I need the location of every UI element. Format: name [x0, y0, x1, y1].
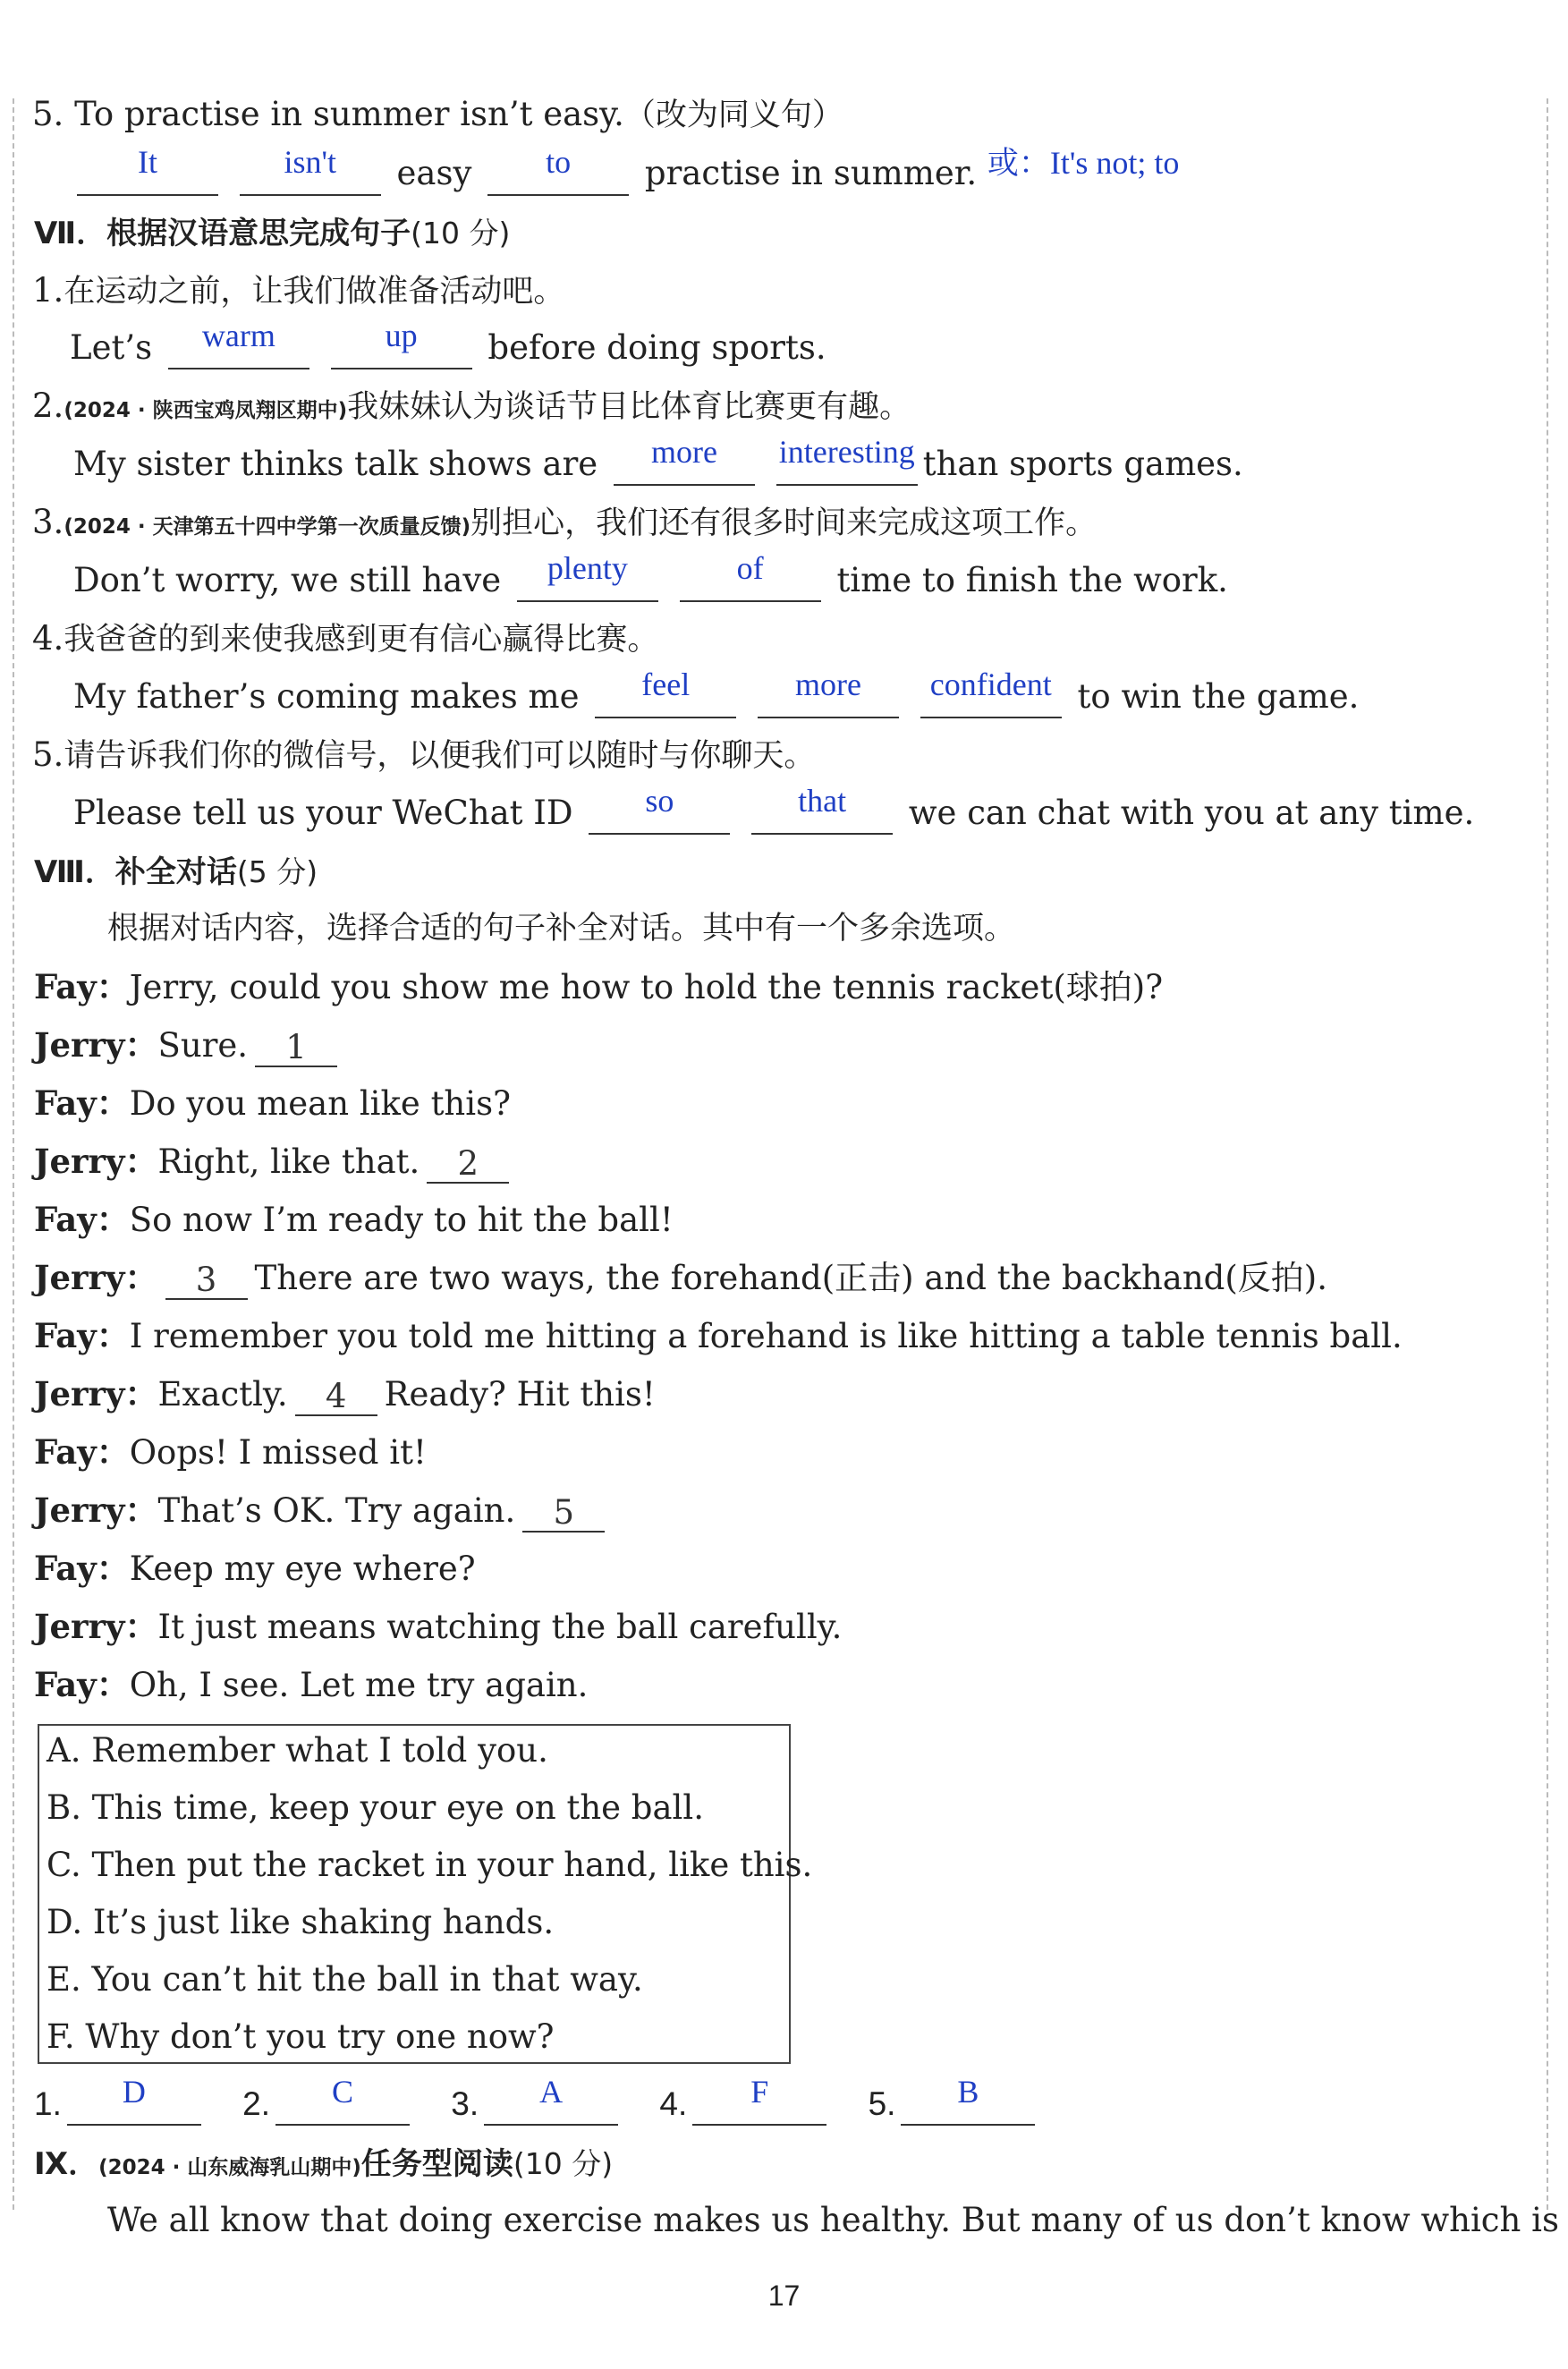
section-8-heading: [34, 850, 318, 894]
section-9-title: 任务型阅读: [360, 2146, 513, 2182]
section-7-score: (10 分): [411, 216, 511, 250]
section-9-label: Ⅸ．: [34, 2146, 99, 2182]
s7-q5-cn: [32, 734, 815, 777]
dialog-blank-5[interactable]: 5: [522, 1491, 605, 1533]
dialog-line-13: [34, 1663, 588, 1707]
dialog-text: It just means watching the ball carefully.: [157, 1608, 843, 1646]
s7-q2-source: (2024 · 陕西宝鸡凤翔区期中): [64, 399, 348, 422]
q5-instruction: （改为同义句）: [623, 98, 843, 133]
answer-value: B: [957, 2074, 979, 2110]
s7-q1-cn: [32, 269, 564, 313]
s7-q4-blank-1[interactable]: [595, 667, 736, 718]
s7-q3-source: (2024 · 天津第五十四中学第一次质量反馈): [64, 515, 471, 539]
dialog-text: Jerry, could you show me how to hold the tennis racket(球拍)?: [129, 968, 1164, 1006]
s7-q3-en: [73, 550, 1228, 602]
s7-q1-suffix: before doing sports.: [487, 328, 826, 367]
s7-q2-prefix: My sister thinks talk shows are: [73, 445, 598, 483]
s7-q2-answer-1: more: [650, 434, 717, 470]
q5-alt-label: 或：: [987, 146, 1050, 182]
s7-q4-answer-2: more: [795, 667, 861, 702]
speaker: Fay：: [34, 1549, 130, 1588]
s7-q5-answer-1: so: [645, 783, 674, 819]
q5-question: [32, 93, 843, 137]
s7-q4-prefix: My father’s coming makes me: [73, 677, 580, 716]
section-7-title: 根据汉语意思完成句子: [106, 216, 411, 251]
dialog-line-3: [34, 1082, 511, 1125]
s7-q2-answer-2: interesting: [778, 434, 915, 470]
s7-q5-blank-2[interactable]: [751, 783, 893, 835]
dialog-text: There are two ways, the forehand(正击) and the backhand(反拍).: [254, 1259, 1327, 1297]
option-c: C. Then put the racket in your hand, like this.: [47, 1846, 813, 1884]
answer-number: 3.: [451, 2085, 479, 2122]
q5-text: To practise in summer isn’t easy.: [74, 95, 624, 133]
q5-blank-3[interactable]: [487, 144, 629, 196]
speaker: Jerry：: [34, 1258, 158, 1297]
s7-q3-answer-1: plenty: [547, 550, 628, 586]
speaker: Fay：: [34, 1316, 130, 1355]
option-b: B. This time, keep your eye on the ball.: [47, 1788, 704, 1827]
section-7-label: Ⅶ．: [34, 216, 107, 251]
answer-number: 5.: [868, 2085, 896, 2122]
dialog-line-5: [34, 1198, 674, 1242]
option-d: D. It’s just like shaking hands.: [47, 1903, 555, 1941]
s7-q5-prefix: Please tell us your WeChat ID: [73, 794, 573, 832]
answer-number: 2.: [242, 2085, 270, 2122]
answer-value: C: [331, 2074, 353, 2110]
answer-value: A: [539, 2074, 564, 2110]
s7-q3-number: 3.: [32, 503, 64, 541]
q5-word-tail: practise in summer.: [644, 154, 978, 192]
section-8-label: Ⅷ．: [34, 854, 115, 890]
dialog-line-4: [34, 1140, 516, 1184]
speaker: Jerry：: [34, 1607, 158, 1646]
speaker: Jerry：: [34, 1490, 158, 1530]
section-9-heading: [34, 2142, 613, 2189]
dialog-text: That’s OK. Try again.: [157, 1491, 516, 1530]
dialog-line-6: [34, 1256, 1327, 1300]
q5-answer-line: [72, 144, 1180, 196]
answer-value: F: [750, 2074, 769, 2110]
s7-q2-number: 2.: [32, 386, 64, 425]
dialog-text: Do you mean like this?: [129, 1084, 511, 1123]
s7-q5-blank-1[interactable]: [589, 783, 730, 835]
s7-q5-suffix: we can chat with you at any time.: [908, 794, 1475, 832]
s7-q1-number: 1.: [32, 271, 64, 310]
speaker: Fay：: [34, 1432, 130, 1472]
section-8-answers: [34, 2074, 1040, 2126]
section-7-heading: [34, 211, 510, 255]
speaker: Jerry：: [34, 1142, 158, 1181]
s7-q3-prefix: Don’t worry, we still have: [73, 561, 502, 599]
s7-q1-prefix: Let’s: [70, 328, 153, 367]
section-8-title: 补全对话: [114, 854, 237, 890]
s7-q1-en: [70, 318, 826, 369]
s7-q2-suffix: than sports games.: [922, 445, 1243, 483]
dialog-line-8: [34, 1372, 656, 1416]
answer-number: 4.: [659, 2085, 688, 2122]
section-8-instruction: 根据对话内容，选择合适的句子补全对话。其中有一个多余选项。: [107, 911, 1016, 947]
speaker: Fay：: [34, 967, 130, 1006]
s7-q4-cn: [32, 617, 658, 661]
option-a: A. Remember what I told you.: [47, 1731, 548, 1770]
option-e: E. You can’t hit the ball in that way.: [47, 1960, 643, 1999]
answer-blank-1[interactable]: [67, 2074, 201, 2126]
q5-word-easy: easy: [396, 154, 472, 192]
s7-q5-en: [73, 783, 1475, 835]
dialog-line-10: [34, 1489, 612, 1533]
speaker: Jerry：: [34, 1025, 158, 1065]
q5-blank-1[interactable]: [77, 144, 218, 196]
dialog-text: Exactly.: [157, 1375, 288, 1414]
answer-blank-4[interactable]: [692, 2074, 826, 2126]
s7-q1-chinese: 在运动之前，让我们做准备活动吧。: [64, 274, 565, 310]
answer-value: D: [122, 2074, 146, 2110]
dialog-line-9: [34, 1431, 427, 1474]
speaker: Fay：: [34, 1200, 130, 1239]
s7-q4-en: [73, 667, 1360, 718]
margin-guide: [1547, 98, 1548, 2210]
s7-q3-chinese: 别担心，我们还有很多时间来完成这项工作。: [470, 505, 1098, 541]
answer-blank-2[interactable]: [275, 2074, 410, 2126]
dialog-text: Keep my eye where?: [129, 1550, 476, 1588]
answer-blank-5[interactable]: [901, 2074, 1035, 2126]
dialog-text: Right, like that.: [157, 1142, 420, 1181]
q5-alt-answer: It's not; to: [1049, 145, 1180, 181]
s7-q4-answer-3: confident: [929, 667, 1052, 702]
dialog-text: So now I’m ready to hit the ball!: [129, 1201, 674, 1239]
s7-q2-en: [73, 434, 1243, 486]
dialog-text: Sure.: [157, 1026, 249, 1065]
page-number: 17: [767, 2280, 801, 2312]
speaker: Fay：: [34, 1665, 130, 1704]
q5-answer-1: It: [138, 144, 157, 180]
s7-q1-answer-2: up: [385, 318, 418, 353]
s7-q4-suffix: to win the game.: [1077, 677, 1360, 716]
answer-number: 1.: [34, 2085, 62, 2122]
dialog-blank-2[interactable]: 2: [427, 1142, 509, 1184]
option-f: F. Why don’t you try one now?: [47, 2017, 555, 2056]
q5-blank-2[interactable]: [240, 144, 381, 196]
s7-q3-cn: [32, 501, 1097, 548]
dialog-line-1: [34, 965, 1163, 1009]
dialog-text: Oh, I see. Let me try again.: [129, 1666, 589, 1704]
section-9-score: (10 分): [513, 2146, 614, 2181]
s7-q1-answer-1: warm: [201, 318, 275, 353]
margin-guide-left: [13, 98, 14, 2210]
section-9-source: (2024 · 山东威海乳山期中): [98, 2156, 361, 2179]
s7-q4-answer-1: feel: [641, 667, 691, 702]
s7-q3-answer-2: of: [736, 550, 764, 586]
s7-q2-cn: [32, 385, 911, 432]
q5-answer-2: isn't: [284, 144, 337, 180]
dialog-blank-4[interactable]: 4: [295, 1375, 377, 1416]
s7-q2-chinese: 我妹妹认为谈话节目比体育比赛更有趣。: [347, 389, 911, 425]
speaker: Jerry：: [34, 1374, 158, 1414]
answer-blank-3[interactable]: [484, 2074, 618, 2126]
q5-answer-3: to: [546, 144, 572, 180]
dialog-line-7: [34, 1314, 1403, 1358]
dialog-line-12: [34, 1605, 842, 1649]
s7-q5-chinese: 请告诉我们你的微信号，以便我们可以随时与你聊天。: [64, 738, 816, 774]
s7-q4-blank-3[interactable]: [920, 667, 1062, 718]
q5-number: 5.: [32, 95, 64, 133]
s7-q4-blank-2[interactable]: [758, 667, 899, 718]
dialog-blank-3[interactable]: 3: [165, 1259, 248, 1300]
s7-q1-blank-2[interactable]: [331, 318, 472, 369]
s7-q5-number: 5.: [32, 735, 64, 774]
q5-alternative: [987, 145, 1180, 181]
speaker: Fay：: [34, 1083, 130, 1123]
s7-q4-number: 4.: [32, 619, 64, 658]
dialog-line-11: [34, 1547, 476, 1591]
s7-q2-blank-1[interactable]: [614, 434, 755, 486]
s7-q5-answer-2: that: [798, 783, 847, 819]
section-8-score: (5 分): [236, 854, 318, 889]
dialog-blank-1[interactable]: 1: [255, 1026, 337, 1067]
options-box: [38, 1724, 813, 2064]
dialog-line-2: [34, 1023, 344, 1067]
dialog-text-after: Ready? Hit this!: [384, 1375, 656, 1414]
section-9-passage: We all know that doing exercise makes us healthy. But many of us don’t know which is: [107, 2201, 1559, 2239]
dialog-text: Oops! I missed it!: [129, 1433, 427, 1472]
s7-q3-blank-1[interactable]: [517, 550, 658, 602]
s7-q4-chinese: 我爸爸的到来使我感到更有信心赢得比赛。: [64, 622, 659, 658]
s7-q1-blank-1[interactable]: [168, 318, 309, 369]
s7-q3-suffix: time to finish the work.: [836, 561, 1228, 599]
s7-q2-blank-2[interactable]: [776, 434, 918, 486]
dialog-text: I remember you told me hitting a forehand is like hitting a table tennis ball.: [129, 1317, 1403, 1355]
s7-q3-blank-2[interactable]: [680, 550, 821, 602]
